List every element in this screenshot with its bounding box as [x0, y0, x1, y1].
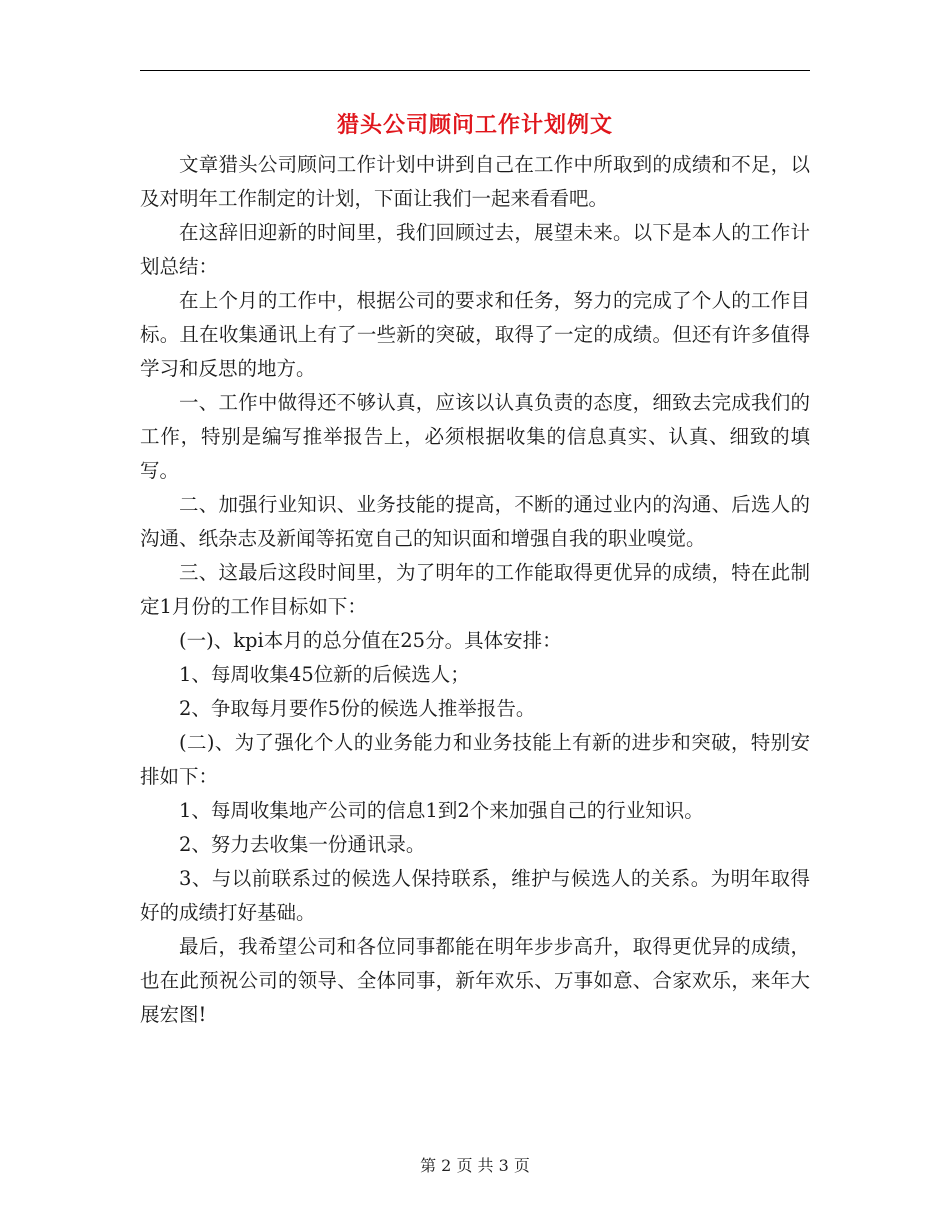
list-item-skills-2: 2、努力去收集一份通讯录。	[179, 833, 426, 856]
page-number-footer: 第 2 页 共 3 页	[420, 1156, 530, 1175]
paragraph-review: 在这辞旧迎新的时间里，我们回顾过去，展望未来。以下是本人的工作计划总结：	[140, 221, 810, 278]
list-item-kpi-1: 1、每周收集45位新的后候选人；	[179, 663, 470, 686]
list-item-skills-3: 3、与以前联系过的候选人保持联系，维护与候选人的关系。为明年取得好的成绩打好基础。	[140, 867, 810, 924]
header-rule	[140, 70, 810, 71]
document-title: 猎头公司顾问工作计划例文	[336, 112, 613, 138]
paragraph-skills: (二)、为了强化个人的业务能力和业务技能上有新的进步和突破，特别安排如下：	[140, 731, 810, 788]
paragraph-point-three: 三、这最后这段时间里，为了明年的工作能取得更优异的成绩，特在此制定1月份的工作目标如下：	[140, 561, 810, 618]
paragraph-point-one: 一、工作中做得还不够认真，应该以认真负责的态度，细致去完成我们的工作，特别是编写推举报告上，必须根据收集的信息真实、认真、细致的填写。	[140, 391, 810, 482]
paragraph-closing: 最后，我希望公司和各位同事都能在明年步步高升，取得更优异的成绩，也在此预祝公司的领导、全体同事，新年欢乐、万事如意、合家欢乐，来年大展宏图!	[140, 935, 810, 1026]
paragraph-kpi: (一)、kpi本月的总分值在25分。具体安排：	[179, 629, 562, 652]
list-item-kpi-2: 2、争取每月要作5份的候选人推举报告。	[179, 697, 536, 720]
paragraph-point-two: 二、加强行业知识、业务技能的提高，不断的通过业内的沟通、后选人的沟通、纸杂志及新闻等拓宽自己的知识面和增强自我的职业嗅觉。	[140, 493, 810, 550]
paragraph-last-month: 在上个月的工作中，根据公司的要求和任务，努力的完成了个人的工作目标。且在收集通讯上有了一些新的突破，取得了一定的成绩。但还有许多值得学习和反思的地方。	[140, 289, 810, 380]
paragraph-intro: 文章猎头公司顾问工作计划中讲到自己在工作中所取到的成绩和不足，以及对明年工作制定的计划，下面让我们一起来看看吧。	[140, 153, 810, 210]
document-body	[140, 148, 810, 1032]
list-item-skills-1: 1、每周收集地产公司的信息1到2个来加强自己的行业知识。	[179, 799, 704, 822]
